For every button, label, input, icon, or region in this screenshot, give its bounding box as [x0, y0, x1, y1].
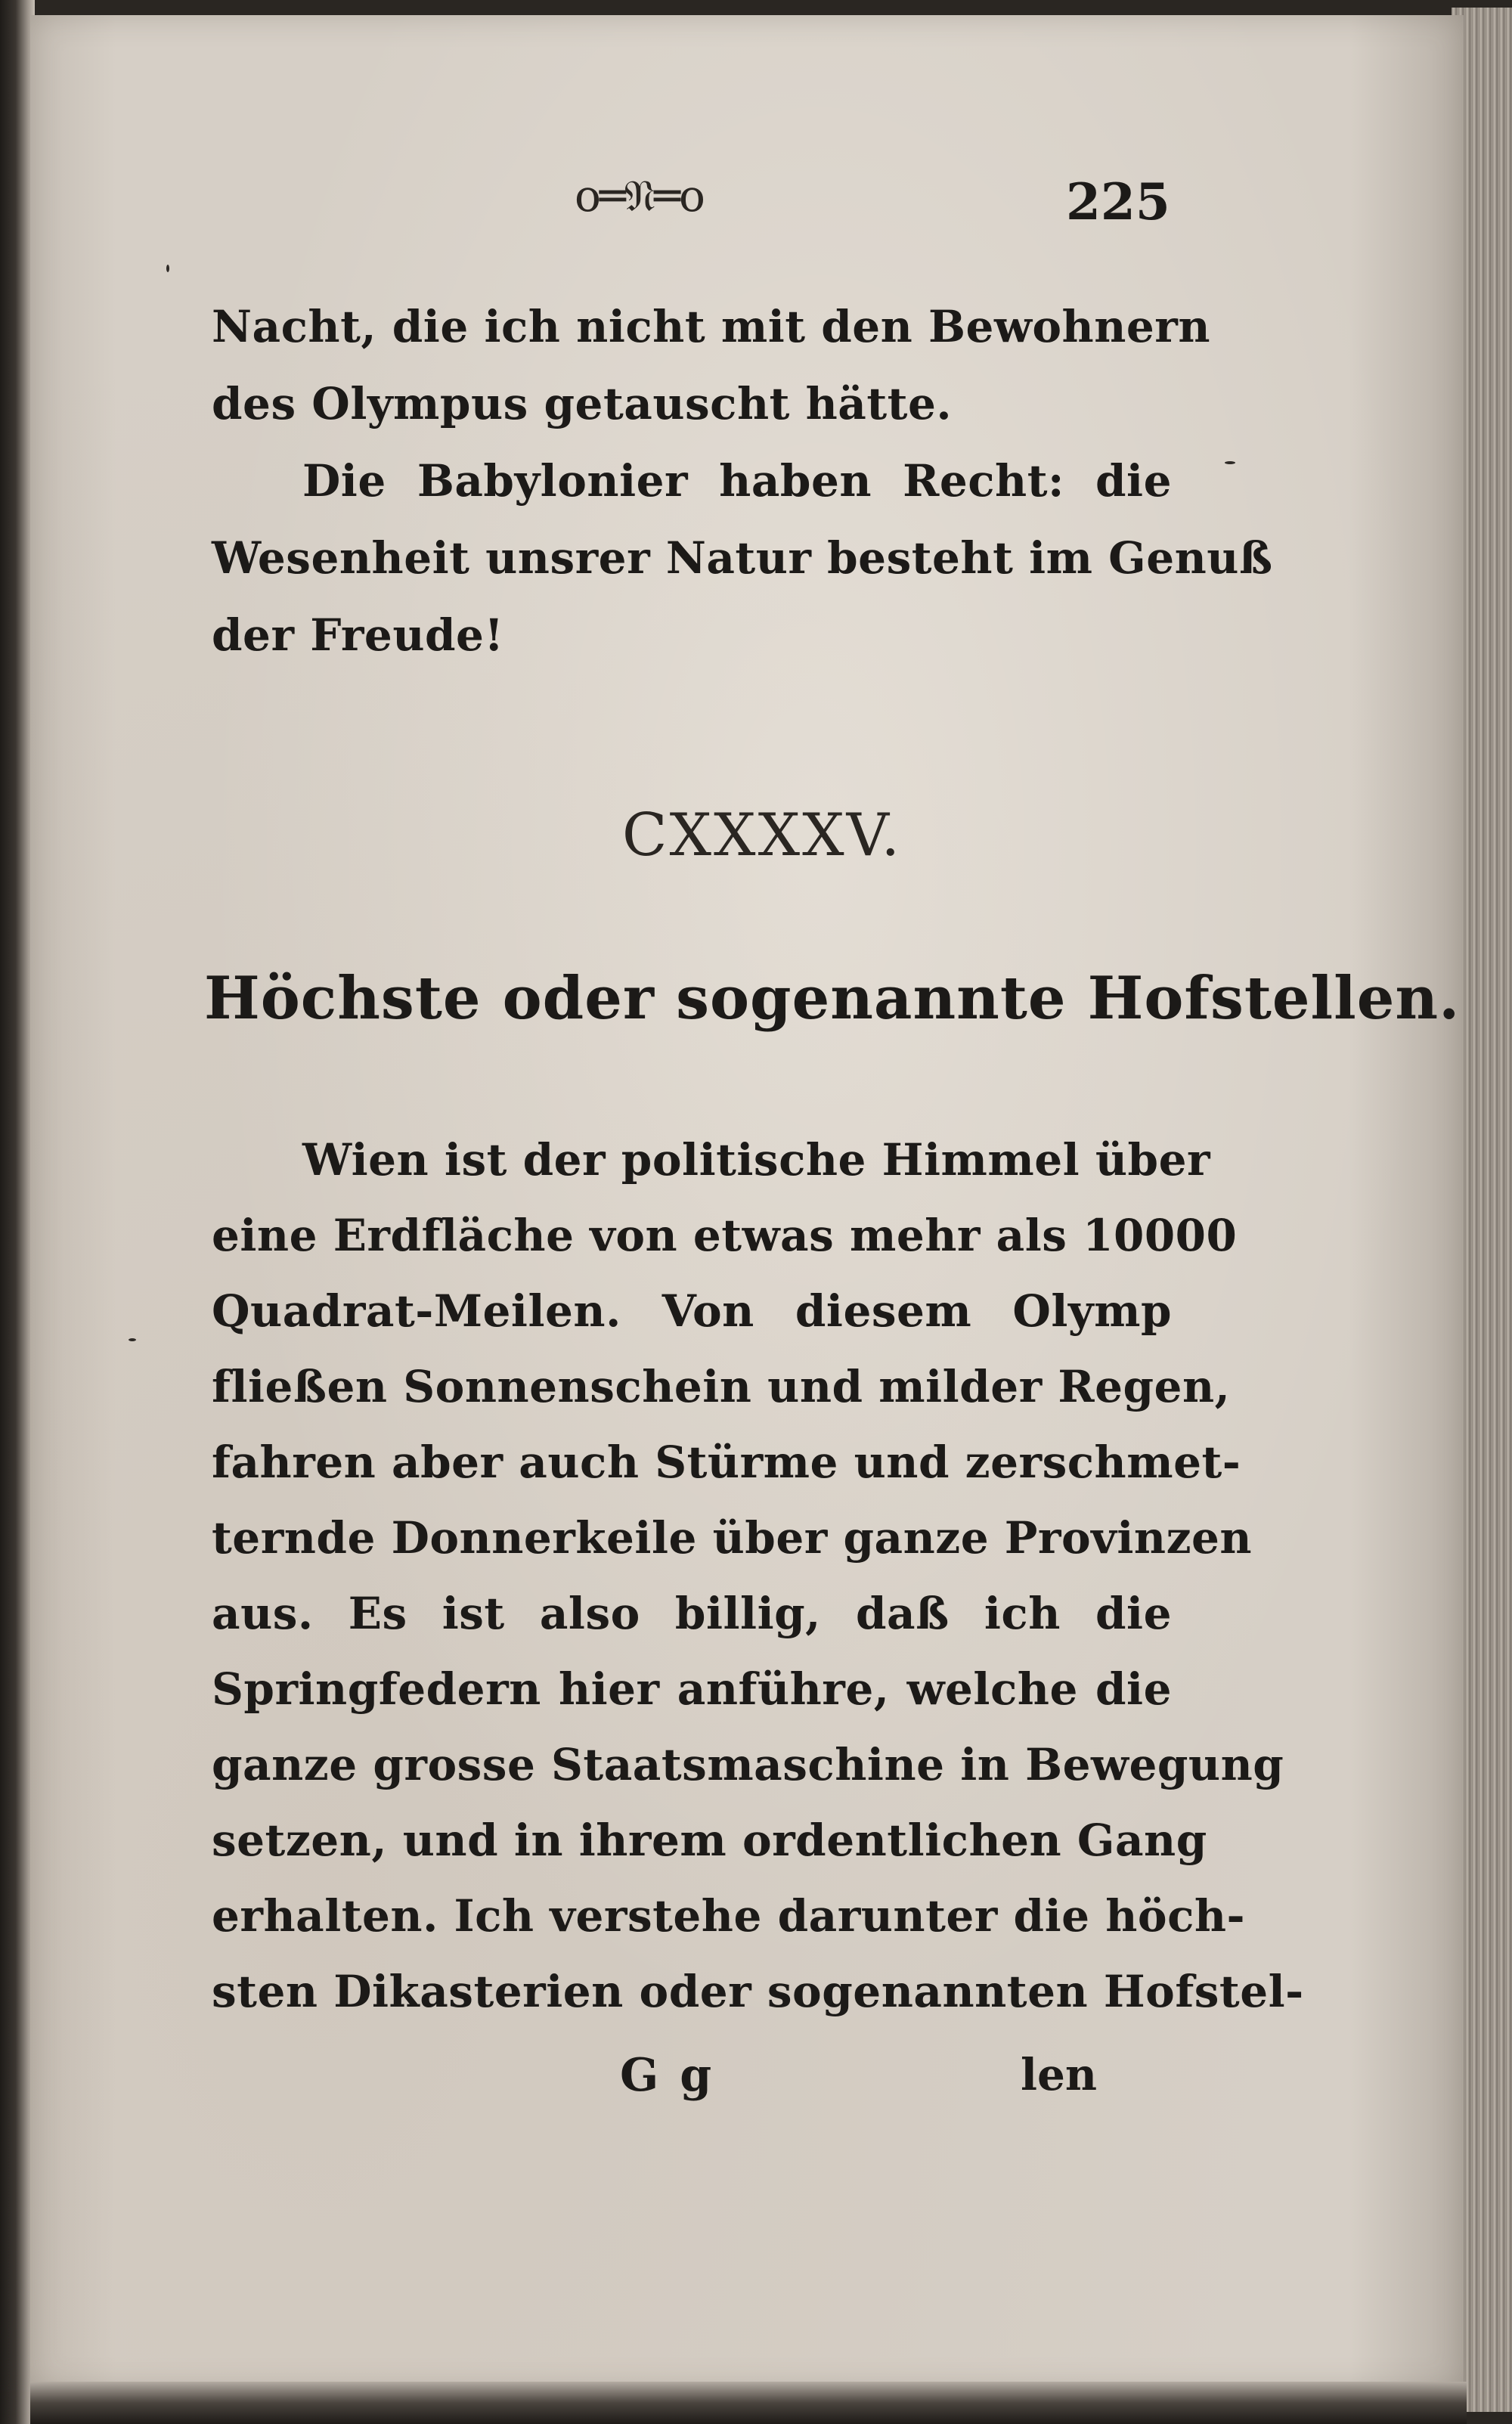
body-line: setzen, und in ihrem ordentlichen Gang [212, 1815, 1207, 1866]
book-page [30, 15, 1464, 2389]
continuation-line: Die Babylonier haben Recht: die [302, 455, 1172, 507]
continuation-line: des Olympus getauscht hätte. [212, 378, 953, 429]
paper-speck [129, 1338, 136, 1341]
bottom-edge [30, 2382, 1467, 2424]
body-line: Wien ist der politische Himmel über [302, 1134, 1211, 1186]
body-line: sten Dikasterien oder sogenannten Hofstel- [212, 1966, 1304, 2017]
body-line: aus. Es ist also billig, daß ich die [212, 1588, 1172, 1639]
catchword: len [1021, 2049, 1098, 2100]
page-number: 225 [1066, 172, 1170, 231]
body-line: Springfedern hier anführe, welche die [212, 1663, 1172, 1715]
paper-speck [1225, 461, 1235, 464]
header-ornament: o═𝔑═o [575, 170, 704, 222]
body-line: ternde Donnerkeile über ganze Provinzen [212, 1512, 1253, 1564]
section-number: CXXXXV. [621, 801, 903, 869]
body-line: fahren aber auch Stürme und zerschmet- [212, 1437, 1241, 1488]
body-line: erhalten. Ich verstehe darunter die höch- [212, 1890, 1246, 1942]
body-line: Quadrat-Meilen. Von diesem Olymp [212, 1285, 1172, 1337]
body-line: ganze grosse Staatsmaschine in Bewegung [212, 1739, 1284, 1790]
continuation-line: Nacht, die ich nicht mit den Bewohnern [212, 301, 1211, 352]
body-line: fließen Sonnenschein und milder Regen, [212, 1361, 1231, 1412]
paper-speck [166, 265, 169, 272]
section-title: Höchste oder sogenannte Hofstellen. [204, 964, 1461, 1033]
body-line: eine Erdfläche von etwas mehr als 10000 [212, 1210, 1238, 1261]
signature-mark: Gg [620, 2049, 733, 2102]
continuation-line: Wesenheit unsrer Natur besteht im Genuß [212, 532, 1273, 584]
continuation-line: der Freude! [212, 609, 504, 661]
